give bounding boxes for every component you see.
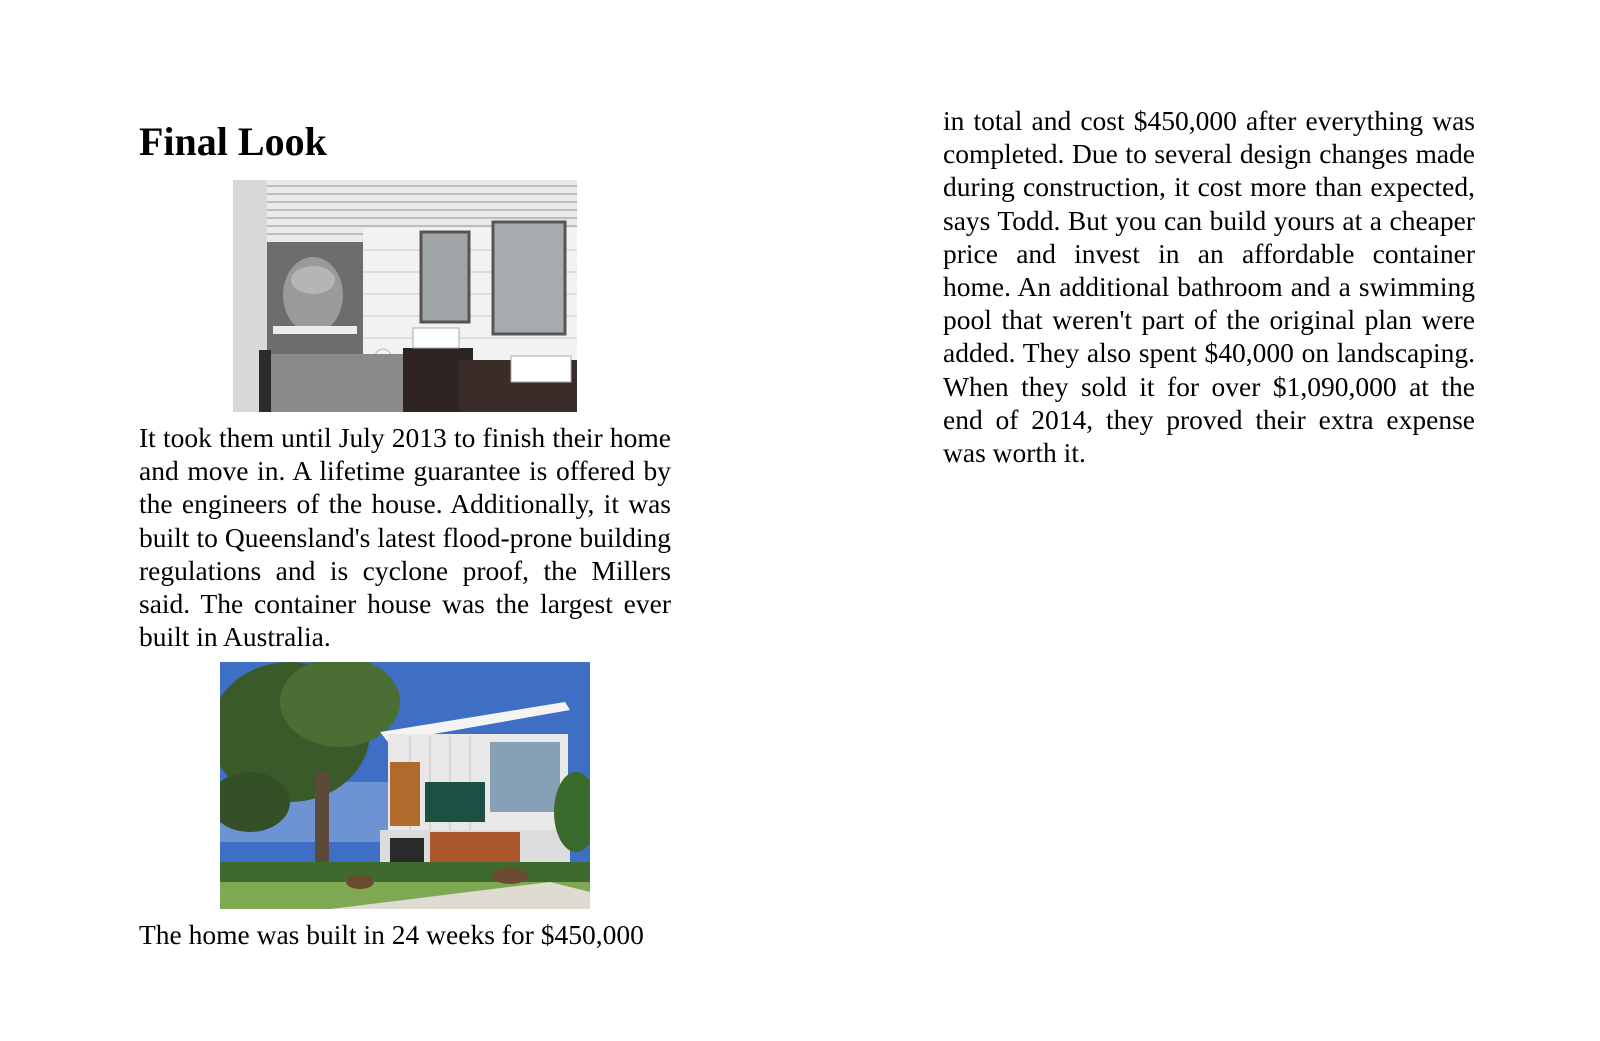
bathroom-photo [233, 180, 577, 412]
left-column [139, 120, 671, 952]
section-heading: Final Look [139, 119, 327, 164]
body-paragraph-1: It took them until July 2013 to finish their home and move in. A lifetime guarantee is offered by the engineers of the house. Additionally, it was built to Queensland's latest flood-prone building regulations and is cyclone proof, the Millers said. The container house was the largest ever built in Australia. [139, 422, 671, 653]
right-column [943, 104, 1475, 469]
body-paragraph-2: The home was built in 24 weeks for $450,000 [139, 919, 644, 951]
body-paragraph-continued: in total and cost $450,000 after everything was completed. Due to several design changes made during construction, it cost more than expected, says Todd. But you can build yours at a cheaper price and invest in an affordable container home. An additional bathroom and a swimming pool that weren't part of the original plan were added. They also spent $40,000 on landscaping. When they sold it for over $1,090,000 at the end of 2014, they proved their extra expense was worth it. [943, 105, 1475, 469]
container-house-photo [220, 662, 590, 909]
